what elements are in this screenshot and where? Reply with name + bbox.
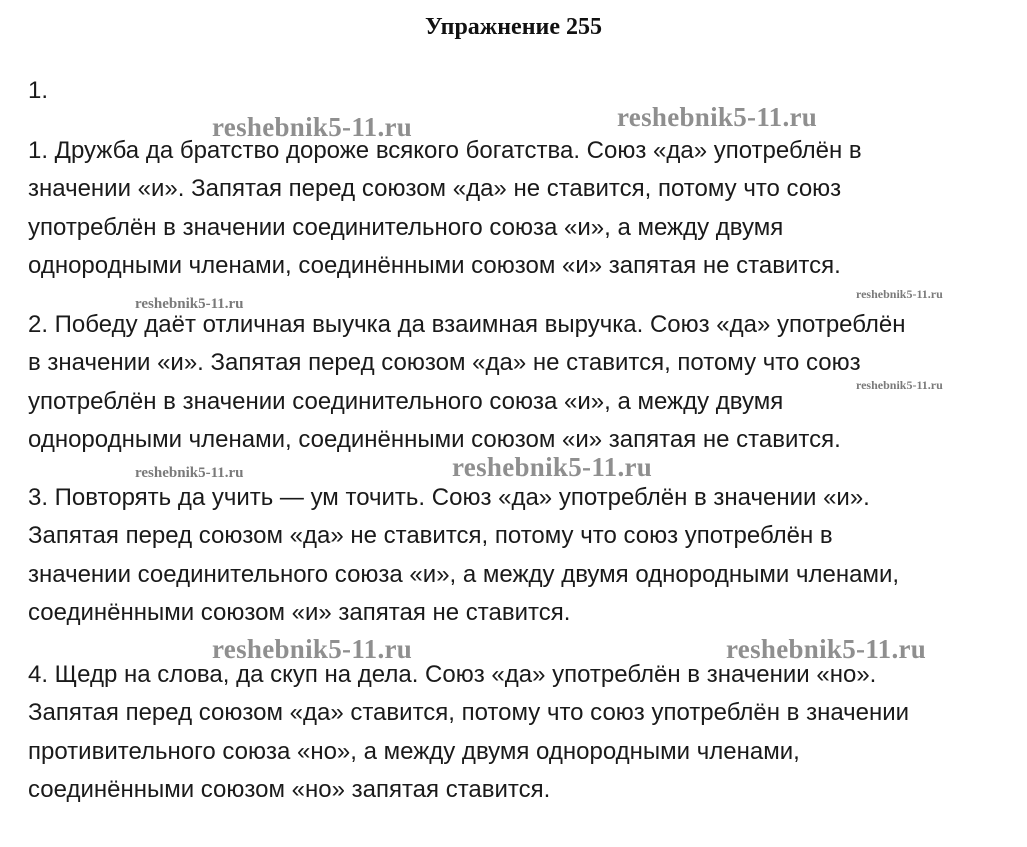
- paragraph-line: однородными членами, соединёнными союзом «и» запятая не ставится.: [28, 425, 841, 453]
- paragraph-line: 4. Щедр на слова, да скуп на дела. Союз «да» употреблён в значении «но».: [28, 661, 877, 688]
- paragraph-4: [28, 656, 1013, 809]
- paragraph-line: Запятая перед союзом «да» ставится, потому что союз употреблён в значении: [28, 699, 910, 727]
- paragraph-line: однородными членами, соединёнными союзом «и» запятая не ставится.: [28, 251, 841, 279]
- watermark: reshebnik5-11.ru: [617, 102, 818, 132]
- watermark: reshebnik5-11.ru: [726, 634, 927, 664]
- paragraph-1: [28, 132, 1013, 285]
- section-number: 1.: [28, 77, 49, 104]
- paragraph-line: 2. Победу даёт отличная выучка да взаимная выручка. Союз «да» употреблён: [28, 311, 906, 338]
- paragraph-line: противительного союза «но», а между двумя однородными членами,: [28, 737, 800, 765]
- paragraph-line: 1. Дружба да братство дороже всякого богатства. Союз «да» употреблён в: [28, 137, 862, 164]
- paragraph-line: в значении «и». Запятая перед союзом «да» не ставится, потому что союз: [28, 349, 861, 377]
- paragraph-line: употреблён в значении соединительного союза «и», а между двумя: [28, 213, 784, 241]
- page-title: Упражнение 255: [424, 14, 602, 40]
- watermark: reshebnik5-11.ru: [212, 634, 413, 664]
- paragraph-line: соединёнными союзом «и» запятая не ставится.: [28, 598, 571, 626]
- paragraph-line: употреблён в значении соединительного союза «и», а между двумя: [28, 387, 784, 415]
- paragraph-line: значении соединительного союза «и», а между двумя однородными членами,: [28, 560, 900, 588]
- watermark: reshebnik5-11.ru: [856, 378, 943, 392]
- watermark: reshebnik5-11.ru: [212, 112, 413, 142]
- paragraph-line: Запятая перед союзом «да» не ставится, потому что союз употреблён в: [28, 522, 833, 550]
- paragraph-line: значении «и». Запятая перед союзом «да» не ставится, потому что союз: [28, 175, 842, 203]
- watermark: reshebnik5-11.ru: [452, 452, 653, 482]
- paragraph-line: соединёнными союзом «но» запятая ставится.: [28, 775, 551, 803]
- watermark: reshebnik5-11.ru: [135, 465, 244, 481]
- watermark: reshebnik5-11.ru: [135, 296, 244, 312]
- paragraph-line: 3. Повторять да учить — ум точить. Союз «да» употреблён в значении «и».: [28, 484, 870, 511]
- watermark: reshebnik5-11.ru: [856, 287, 943, 301]
- paragraph-3: [28, 479, 1013, 632]
